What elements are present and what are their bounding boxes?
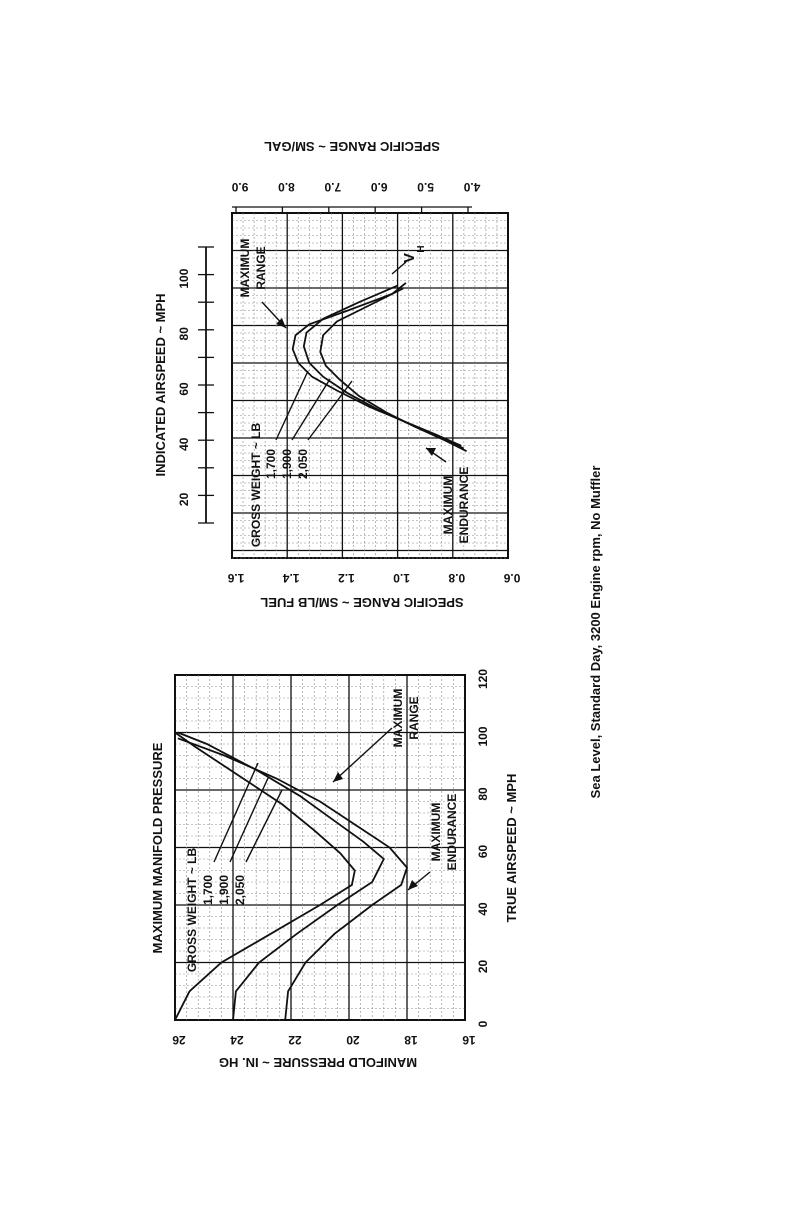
range-left-axis-label: SPECIFIC RANGE ~ SM/LB FUEL bbox=[260, 595, 464, 610]
range-right-tick-label: 4.0 bbox=[463, 180, 481, 194]
manifold-y-tick-label: 16 bbox=[462, 1033, 476, 1047]
manifold-x-tick-label: 100 bbox=[476, 726, 490, 747]
range-x-tick-label: 40 bbox=[177, 437, 191, 451]
svg-text:RANGE: RANGE bbox=[407, 696, 421, 740]
manifold-x-tick-label: 20 bbox=[476, 959, 490, 974]
range-label-1900: 1,900 bbox=[280, 448, 294, 480]
manifold-y-tick-label: 20 bbox=[346, 1033, 360, 1047]
range-x-axis-label: INDICATED AIRSPEED ~ MPH bbox=[153, 293, 168, 477]
range-right-tick-label: 6.0 bbox=[370, 180, 388, 194]
range-gross-weight-label: GROSS WEIGHT ~ LB bbox=[249, 422, 263, 548]
manifold-x-tick-label: 40 bbox=[476, 902, 490, 916]
range-right-tick-label: 7.0 bbox=[324, 180, 342, 194]
manifold-y-tick-label: 22 bbox=[288, 1033, 302, 1047]
manifold-x-tick-label: 60 bbox=[476, 844, 490, 859]
svg-text:RANGE: RANGE bbox=[254, 246, 268, 290]
range-x-tick-label: 20 bbox=[177, 492, 191, 507]
range-x-tick-label: 80 bbox=[177, 327, 191, 341]
range-x-tick-label: 60 bbox=[177, 382, 191, 396]
svg-text:ENDURANCE: ENDURANCE bbox=[457, 466, 471, 544]
manifold-label-1900: 1,900 bbox=[217, 874, 231, 906]
range-label-2050: 2,050 bbox=[296, 448, 310, 480]
range-label-1700: 1,700 bbox=[264, 448, 278, 480]
svg-text:MAXIMUM: MAXIMUM bbox=[391, 688, 405, 748]
range-right-tick-label: 8.0 bbox=[278, 180, 295, 194]
manifold-chart-title: MAXIMUM MANIFOLD PRESSURE bbox=[150, 742, 165, 954]
manifold-x-tick-label: 80 bbox=[476, 787, 490, 801]
specific-range-chart bbox=[153, 139, 520, 610]
manifold-y-tick-label: 26 bbox=[172, 1033, 186, 1047]
manifold-label-1700: 1,700 bbox=[201, 874, 215, 906]
manifold-y-tick-label: 24 bbox=[230, 1033, 244, 1047]
range-left-tick-label: 0.6 bbox=[503, 571, 521, 585]
figure-caption: Sea Level, Standard Day, 3200 Engine rpm, No Muffler bbox=[588, 465, 603, 799]
range-left-tick-label: 1.4 bbox=[282, 571, 300, 585]
range-left-tick-label: 1.2 bbox=[338, 571, 355, 585]
range-right-tick-label: 5.0 bbox=[417, 180, 434, 194]
manifold-label-2050: 2,050 bbox=[233, 874, 247, 906]
manifold-x-tick-label: 120 bbox=[476, 668, 490, 690]
manifold-gross-weight-label: GROSS WEIGHT ~ LB bbox=[185, 847, 199, 973]
manifold-pressure-chart bbox=[150, 669, 519, 1070]
manifold-x-axis-label: TRUE AIRSPEED ~ MPH bbox=[504, 773, 519, 923]
range-left-tick-label: 1.0 bbox=[393, 571, 410, 585]
range-right-tick-label: 9.0 bbox=[231, 180, 249, 194]
manifold-y-axis-label: MANIFOLD PRESSURE ~ IN. HG bbox=[218, 1055, 418, 1070]
svg-text:MAXIMUM: MAXIMUM bbox=[429, 802, 443, 862]
range-right-axis-label: SPECIFIC RANGE ~ SM/GAL bbox=[264, 139, 440, 154]
svg-text:MAXIMUM: MAXIMUM bbox=[441, 475, 455, 535]
manifold-x-tick-label: 0 bbox=[476, 1020, 490, 1028]
range-left-tick-label: 1.6 bbox=[227, 571, 245, 585]
range-left-tick-label: 0.8 bbox=[448, 571, 466, 585]
manifold-y-tick-label: 18 bbox=[404, 1033, 418, 1047]
vh-label-v: V bbox=[401, 252, 418, 264]
range-x-tick-label: 100 bbox=[177, 268, 191, 289]
svg-text:ENDURANCE: ENDURANCE bbox=[445, 793, 459, 871]
vh-label-h: H bbox=[416, 245, 427, 253]
svg-text:MAXIMUM: MAXIMUM bbox=[238, 238, 252, 298]
